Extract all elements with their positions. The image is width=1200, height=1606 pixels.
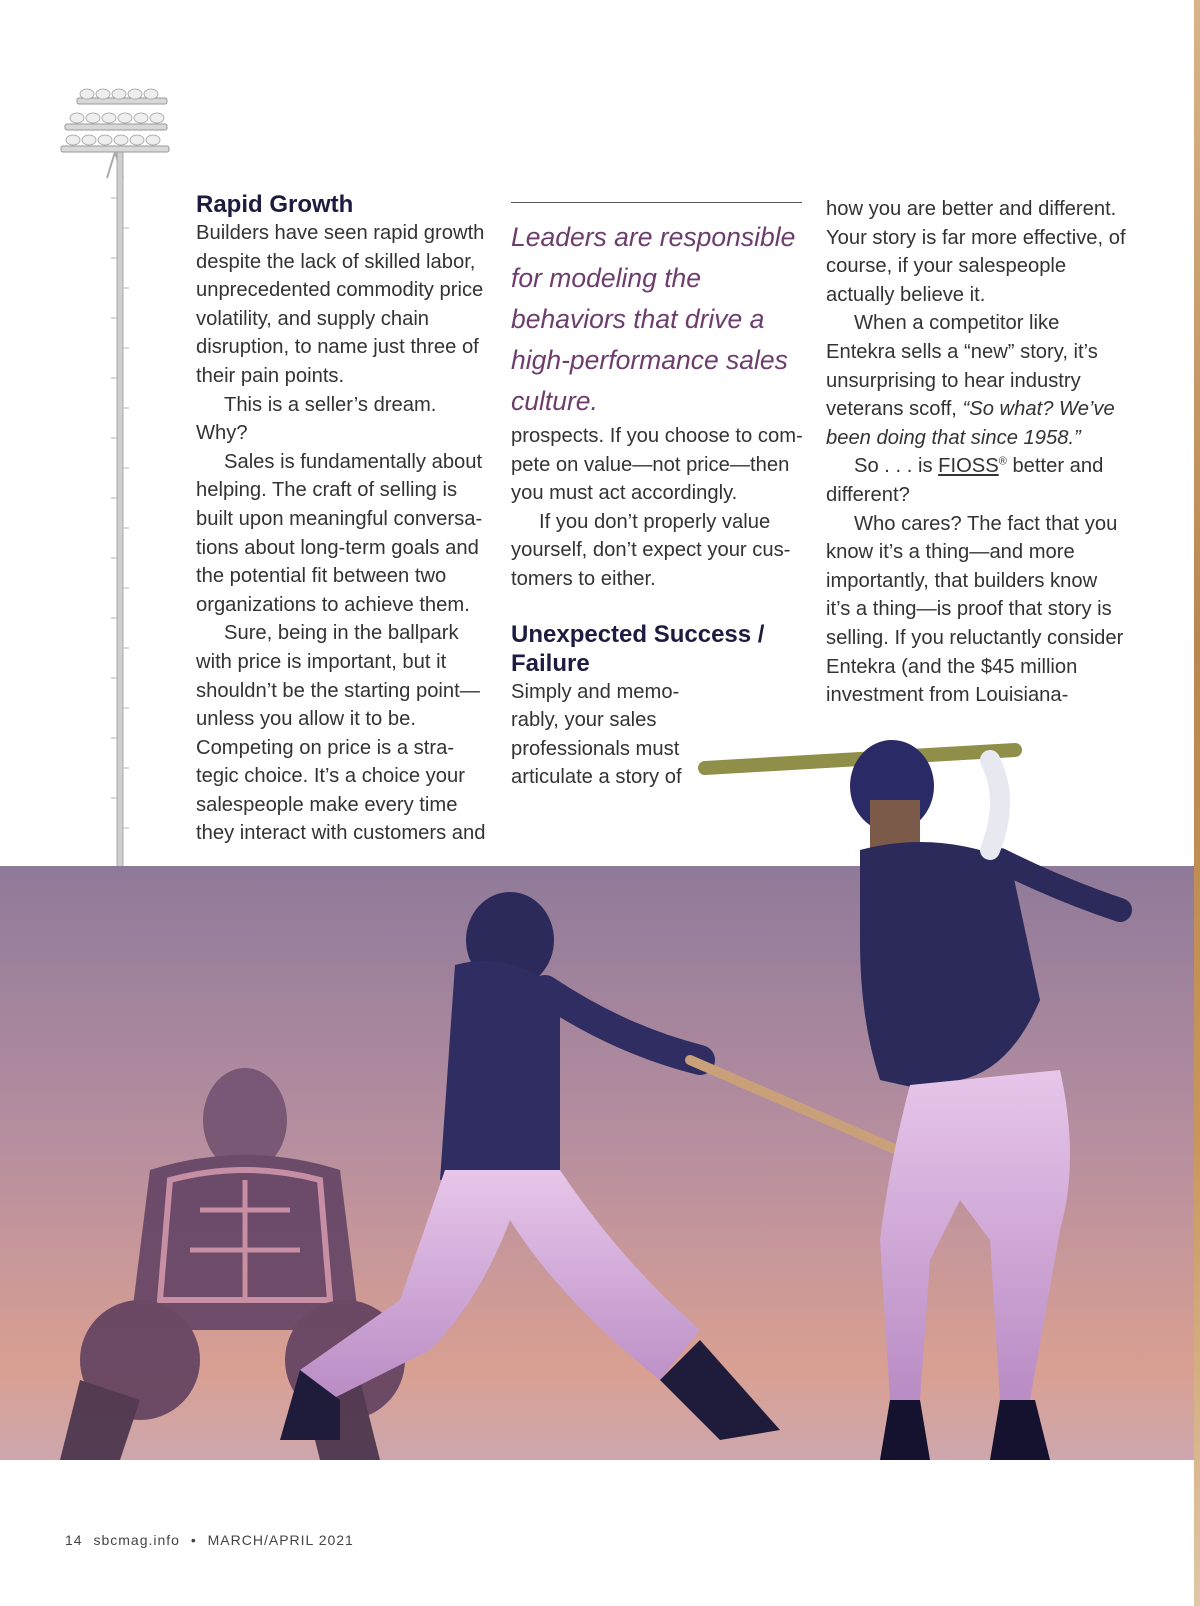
- page-footer: [65, 1532, 360, 1548]
- pullquote: Leaders are responsible for modeling the behaviors that drive a high-performance sales culture.: [511, 222, 796, 416]
- article-column-1: [196, 190, 488, 848]
- article-column-2: [511, 202, 803, 792]
- paragraph-text: So . . . is: [854, 455, 939, 478]
- footer-separator: •: [190, 1532, 197, 1548]
- section-heading-unexpected: Unexpected Success / Failure: [511, 620, 765, 677]
- paragraph: [826, 452, 1126, 509]
- paragraph: Who cares? The fact that you know it’s a thing—and more importantly, that builders know it’s a thing—is proof that story is selling. If you reluctantly consider Entekra (and the $45 million investment from Louisiana-: [826, 512, 1124, 707]
- paragraph: If you don’t properly value yourself, don’t expect your cus-tomers to either.: [511, 510, 791, 590]
- paragraph: prospects. If you choose to com-pete on value—not price—then you must act accordingly.: [511, 425, 803, 505]
- fioss-link[interactable]: FIOSS: [938, 455, 999, 478]
- section-heading-rapid-growth: Rapid Growth: [196, 191, 354, 218]
- baseball-players-illustration: [0, 740, 1200, 1496]
- paragraph: Sure, being in the ballpark with price is important, but it shouldn’t be the starting point—unless you allow it to be. Competing on price is a stra-tegic choice. It’s a choice your salespeople make every time they interact with customers and: [196, 622, 486, 845]
- registered-mark: ®: [998, 455, 1007, 468]
- quote-italic: “So what? We’ve been doing that since 1958.”: [826, 398, 1115, 449]
- footer-site: sbcmag.info: [93, 1532, 180, 1548]
- paragraph-text: When a competitor like Entekra sells a “new” story, it’s unsurprising to hear industry veterans scoff,: [826, 312, 1098, 421]
- paragraph: Sales is fundamentally about helping. The craft of selling is built upon meaningful conversa-tions about long-term goals and the potential fit between two organizations to achieve them.: [196, 450, 483, 616]
- footer-issue: MARCH/APRIL 2021: [207, 1532, 354, 1548]
- paragraph: This is a seller’s dream. Why?: [196, 393, 437, 445]
- paragraph-text: better and different?: [826, 455, 1104, 506]
- page-number: 14: [65, 1532, 83, 1548]
- pullquote-rule: [511, 202, 802, 203]
- paragraph: Builders have seen rapid growth despite the lack of skilled labor, unprecedented commodity price volatility, and supply chain disruption, to name just three of their pain points.: [196, 222, 485, 387]
- paragraph: [826, 309, 1126, 452]
- article-column-3: [826, 195, 1126, 710]
- page-edge: [1194, 0, 1200, 1606]
- paragraph: how you are better and different. Your story is far more effective, of course, if your salespeople actually believe it.: [826, 198, 1126, 306]
- paragraph: Simply and memo-rably, your sales professionals must articulate a story of: [511, 680, 682, 789]
